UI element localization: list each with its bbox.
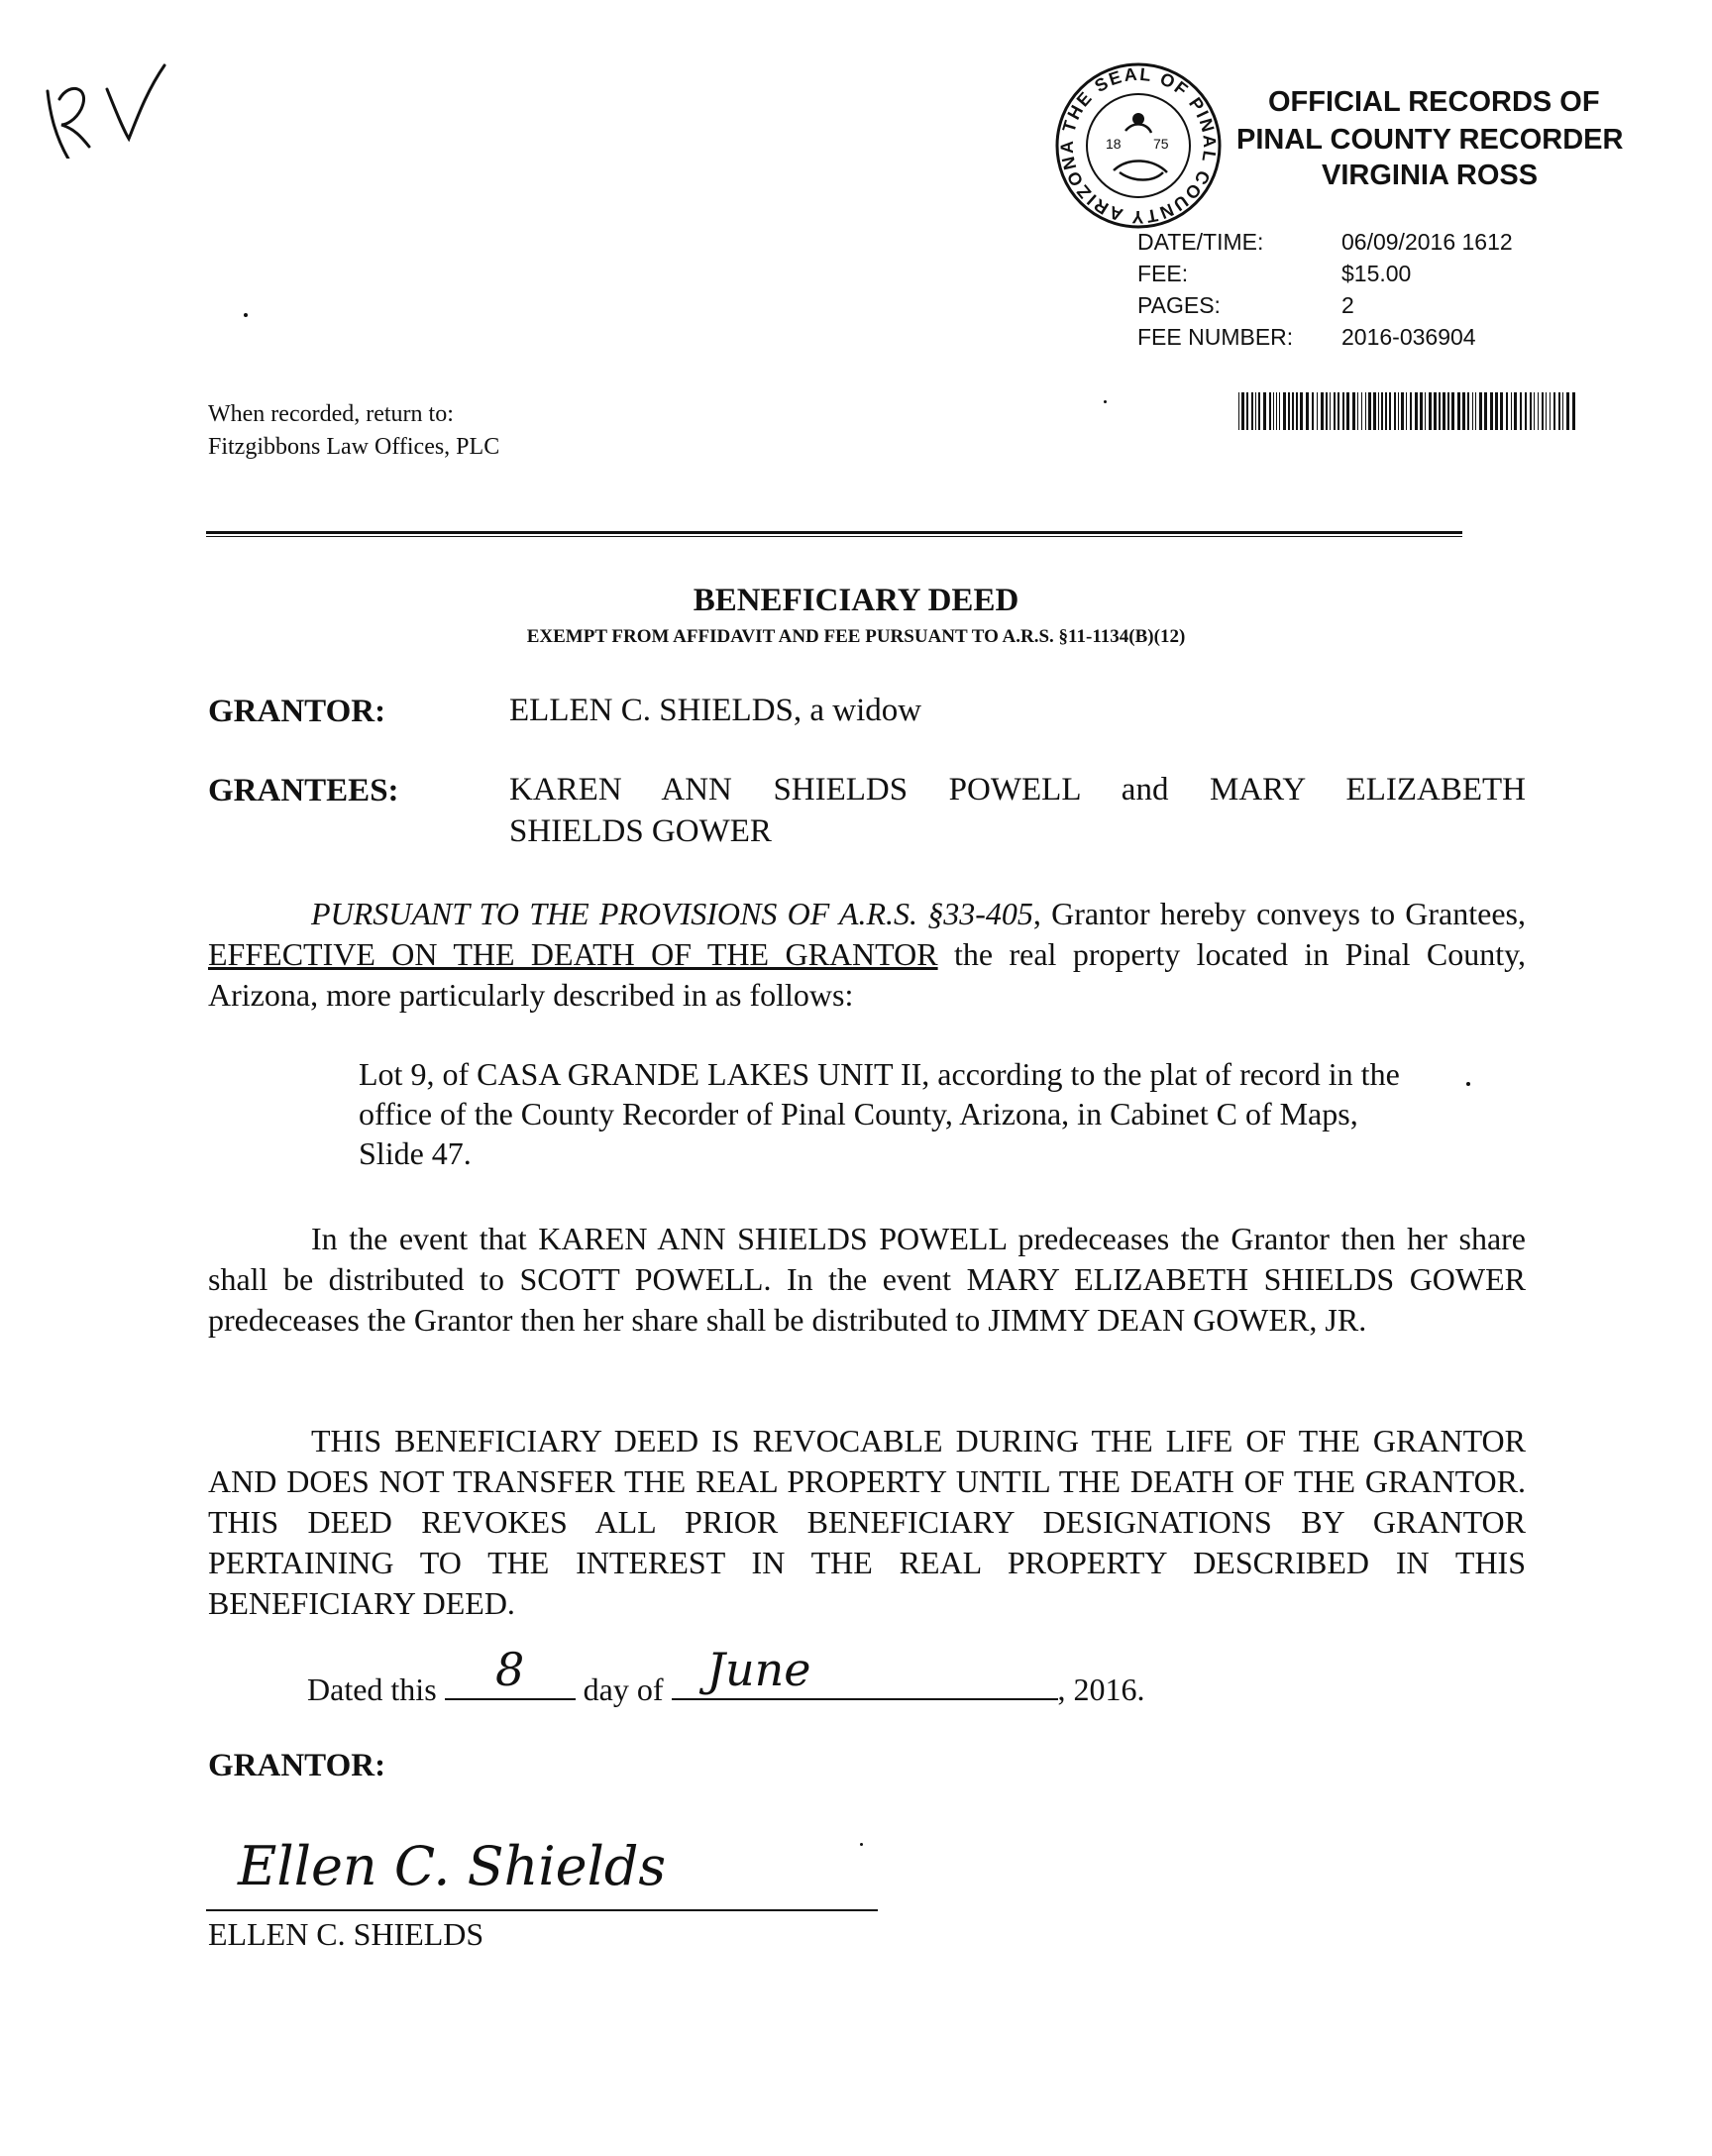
barcode-bar (1394, 392, 1396, 430)
barcode-bar (1296, 392, 1298, 430)
contingency-paragraph: In the event that KAREN ANN SHIELDS POWELL predeceases the Grantor then her share shall be distributed to SCOTT POWELL. In the event MARY ELIZABETH SHIELDS GOWER predeceases the Grantor then her share shall be distributed to JIMMY DEAN GOWER, JR. (208, 1221, 1526, 1338)
return-line2: Fitzgibbons Law Offices, PLC (208, 434, 500, 460)
dated-suffix: , 2016. (1057, 1671, 1145, 1707)
barcode-bar (1361, 392, 1362, 430)
barcode-bar (1385, 392, 1387, 430)
barcode-bar (1558, 392, 1560, 430)
barcode-bar (1338, 392, 1339, 430)
handwritten-initials (20, 30, 188, 159)
grantor-value: ELLEN C. SHIELDS, a widow (509, 693, 922, 728)
barcode-bar (1546, 392, 1547, 430)
barcode-bar (1462, 392, 1465, 430)
barcode-bar (1572, 392, 1575, 430)
seal-year-left: 18 (1106, 136, 1122, 152)
barcode-bar (1506, 392, 1508, 430)
barcode-bar (1306, 392, 1309, 430)
seal-text: THE SEAL OF PINAL COUNTY ARIZONA (1056, 63, 1221, 228)
barcode-bar (1378, 392, 1379, 430)
recording-label: PAGES: (1137, 292, 1221, 318)
barcode-bar (1279, 392, 1280, 430)
barcode-bar (1467, 392, 1469, 430)
document-title: BENEFICIARY DEED (693, 583, 1019, 618)
conveyance-text1: , Grantor hereby conveys to Grantees, (1032, 896, 1526, 931)
conveyance-effective: EFFECTIVE ON THE DEATH OF THE GRANTOR (208, 936, 938, 972)
barcode-bar (1330, 392, 1331, 430)
recorder-title-line2: PINAL COUNTY RECORDER (1236, 124, 1624, 156)
barcode-bar (1389, 392, 1391, 430)
barcode-bar (1410, 392, 1412, 430)
barcode-bar (1357, 392, 1358, 430)
barcode-bar (1300, 392, 1303, 430)
barcode-bar (1273, 392, 1274, 430)
barcode-bar (1514, 392, 1517, 430)
barcode-bar (1352, 392, 1355, 430)
barcode-bar (1439, 392, 1441, 430)
barcode-bar (1334, 392, 1336, 430)
recording-info (1137, 226, 1513, 353)
barcode-bar (1246, 392, 1248, 430)
barcode-bar (1238, 392, 1239, 430)
barcode-bar (1401, 392, 1404, 430)
grantees-line1: KAREN ANN SHIELDS POWELL and MARY ELIZABETH (509, 772, 1526, 808)
barcode-bar (1251, 392, 1253, 430)
dated-line (307, 1643, 1145, 1708)
barcode-bar (1434, 392, 1437, 430)
recording-row-fee (1137, 258, 1513, 289)
barcode-bar (1429, 392, 1432, 430)
seal-year-right: 75 (1153, 136, 1169, 152)
conveyance-text2: the real property located in Pinal County, Arizona, more particularly described in as follows: (208, 936, 1527, 1013)
barcode-bar (1373, 392, 1376, 430)
barcode-bar (1381, 392, 1383, 430)
stray-dot (860, 1843, 863, 1846)
barcode-bar (1321, 392, 1324, 430)
barcode-bar (1415, 392, 1418, 430)
county-seal (1054, 61, 1223, 230)
barcode-bar (1276, 392, 1277, 430)
divider-rule (206, 531, 1462, 537)
return-address (208, 398, 499, 464)
barcode-bar (1420, 392, 1423, 430)
barcode-bar (1288, 392, 1290, 430)
grantor-signature (228, 1823, 783, 1902)
signature-grantor-label: GRANTOR: (208, 1748, 386, 1783)
signature-line (206, 1909, 878, 1911)
barcode (1238, 392, 1575, 430)
barcode-bar (1317, 392, 1318, 430)
barcode-bar (1525, 392, 1527, 430)
barcode-bar (1475, 392, 1476, 430)
grantor-label: GRANTOR: (208, 694, 386, 729)
barcode-bar (1443, 392, 1445, 430)
barcode-bar (1425, 392, 1426, 430)
signature-script: Ellen C. Shields (238, 1835, 667, 1897)
barcode-bar (1255, 392, 1256, 430)
barcode-bar (1472, 392, 1473, 430)
recording-label: FEE NUMBER: (1137, 324, 1294, 350)
barcode-bar (1562, 392, 1563, 430)
recording-label: FEE: (1137, 261, 1189, 286)
conveyance-paragraph (208, 894, 1526, 1016)
barcode-bar (1534, 392, 1535, 430)
barcode-bar (1292, 392, 1294, 430)
dated-prefix: Dated this (307, 1671, 437, 1707)
return-line1: When recorded, return to: (208, 401, 454, 427)
barcode-bar (1241, 392, 1244, 430)
barcode-bar (1520, 392, 1522, 430)
document-subtitle: EXEMPT FROM AFFIDAVIT AND FEE PURSUANT TO A.R.S. §11-1134(B)(12) (526, 626, 1186, 647)
barcode-bar (1447, 392, 1449, 430)
recorder-title-line1: OFFICIAL RECORDS OF (1268, 86, 1600, 118)
conveyance-statute: PURSUANT TO THE PROVISIONS OF A.R.S. §33-405 (311, 896, 1033, 931)
barcode-bar (1511, 392, 1512, 430)
handwritten-day: 8 (495, 1643, 525, 1696)
barcode-bar (1346, 392, 1349, 430)
barcode-bar (1542, 392, 1544, 430)
corner-mark-text: RV (20, 30, 22, 31)
recording-value: $15.00 (1341, 261, 1412, 286)
recording-row-pages (1137, 289, 1513, 321)
month-blank (672, 1643, 1058, 1700)
recording-value: 06/09/2016 1612 (1341, 229, 1513, 255)
barcode-bar (1365, 392, 1366, 430)
recording-row-fee-number (1137, 321, 1513, 353)
barcode-bar (1263, 392, 1266, 430)
barcode-bar (1406, 392, 1407, 430)
legal-description: Lot 9, of CASA GRANDE LAKES UNIT II, according to the plat of record in the office of the County Recorder of Pinal County, Arizona, in Cabinet C of Maps, Slide 47. (359, 1056, 1400, 1171)
barcode-bar (1484, 392, 1487, 430)
barcode-bar (1550, 392, 1551, 430)
signer-name: ELLEN C. SHIELDS (208, 1916, 484, 1952)
barcode-bar (1538, 392, 1539, 430)
stray-dot (1104, 400, 1107, 403)
barcode-bar (1553, 392, 1555, 430)
grantees-value (509, 769, 1526, 852)
revocability-paragraph: THIS BENEFICIARY DEED IS REVOCABLE DURING THE LIFE OF THE GRANTOR AND DOES NOT TRANSFER THE REAL PROPERTY UNTIL THE DEATH OF THE GRANTOR. THIS DEED REVOKES ALL PRIOR BENEFICIARY DESIGNATIONS BY GRANTOR PERTAINING TO THE INTEREST IN THE REAL PROPERTY DESCRIBED IN THIS BENEFICIARY DEED. (208, 1423, 1526, 1621)
barcode-bar (1530, 392, 1532, 430)
barcode-bar (1312, 392, 1314, 430)
barcode-bar (1451, 392, 1454, 430)
barcode-bar (1258, 392, 1260, 430)
barcode-bar (1269, 392, 1271, 430)
barcode-bar (1495, 392, 1498, 430)
barcode-bar (1490, 392, 1493, 430)
recording-value: 2016-036904 (1341, 324, 1476, 350)
handwritten-month: June (706, 1643, 811, 1696)
barcode-bar (1368, 392, 1371, 430)
recording-label: DATE/TIME: (1137, 229, 1264, 255)
barcode-bar (1500, 392, 1503, 430)
recording-value: 2 (1341, 292, 1354, 318)
recording-row-datetime (1137, 226, 1513, 258)
barcode-bar (1457, 392, 1460, 430)
barcode-bar (1342, 392, 1344, 430)
stray-dot (1466, 1082, 1470, 1086)
grantees-line2: SHIELDS GOWER (509, 813, 772, 849)
stray-dot (244, 313, 248, 317)
barcode-bar (1479, 392, 1482, 430)
grantees-label: GRANTEES: (208, 773, 399, 808)
recorder-title-line3: VIRGINIA ROSS (1322, 160, 1539, 191)
barcode-bar (1398, 392, 1399, 430)
dated-middle: day of (583, 1671, 664, 1707)
barcode-bar (1283, 392, 1286, 430)
barcode-bar (1326, 392, 1328, 430)
barcode-bar (1566, 392, 1569, 430)
day-blank (445, 1643, 576, 1700)
